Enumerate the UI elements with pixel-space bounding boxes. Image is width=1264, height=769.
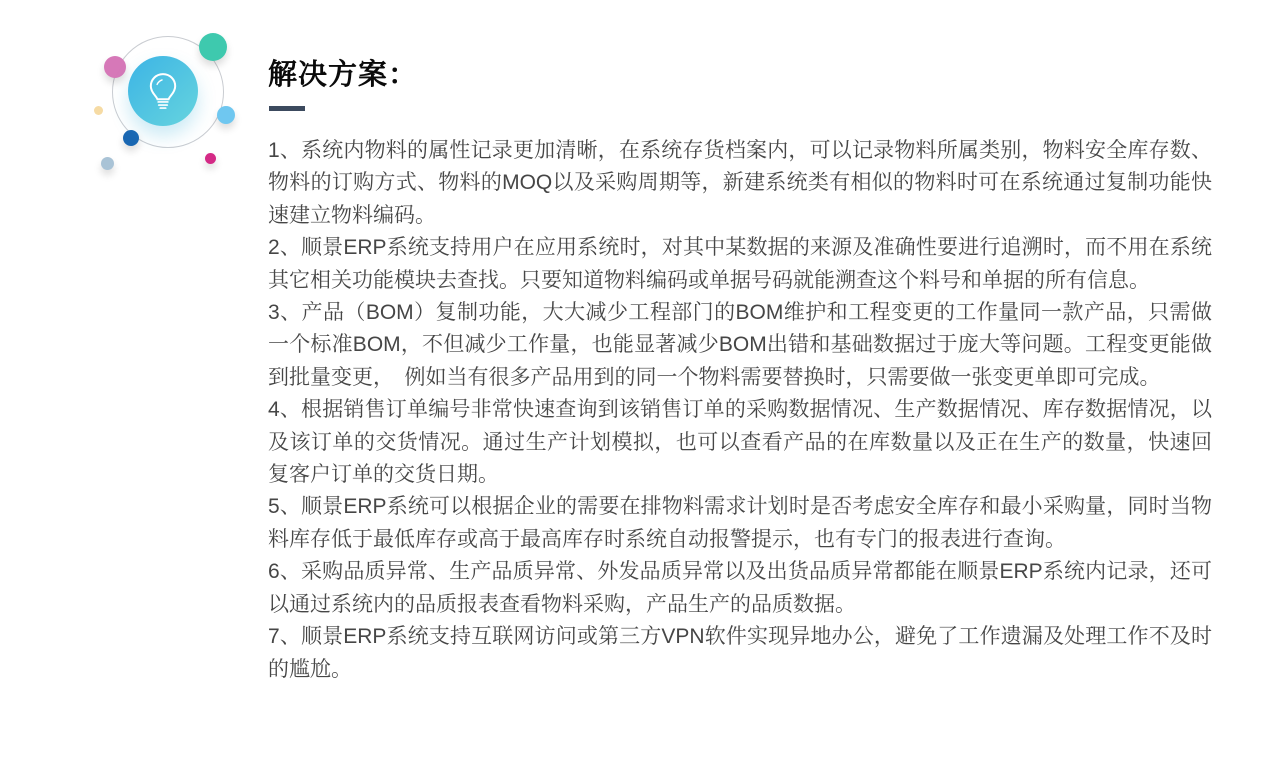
solution-item-6: 6、采购品质异常、生产品质异常、外发品质异常以及出货品质异常都能在顺景ERP系统内记录，还可以通过系统内的品质报表查看物料采购，产品生产的品质数据。 <box>268 560 1212 616</box>
solution-icon-group <box>0 0 260 200</box>
solution-list <box>268 135 1212 686</box>
lightbulb-icon <box>128 56 198 126</box>
solution-item-1: 1、系统内物料的属性记录更加清晰，在系统存货档案内，可以记录物料所属类别，物料安全库存数、物料的订购方式、物料的MOQ以及采购周期等，新建系统类有相似的物料时可在系统通过复制功能快速建立物料编码。 <box>268 139 1212 227</box>
decorative-dot-gray-blue <box>101 157 114 170</box>
solution-item-2: 2、顺景ERP系统支持用户在应用系统时，对其中某数据的来源及准确性要进行追溯时，而不用在系统其它相关功能模块去查找。只要知道物料编码或单据号码就能溯查这个料号和单据的所有信息。 <box>268 236 1212 292</box>
page-title: 解决方案： <box>268 59 419 91</box>
solution-item-4: 4、根据销售订单编号非常快速查询到该销售订单的采购数据情况、生产数据情况、库存数据情况，以及该订单的交货情况。通过生产计划模拟，也可以查看产品的在库数量以及正在生产的数量，快速回复客户订单的交货日期。 <box>268 398 1212 487</box>
decorative-dot-pink <box>104 56 126 78</box>
title-underline <box>269 106 305 111</box>
decorative-dot-dark-blue <box>123 130 139 146</box>
decorative-dot-light-blue <box>217 106 235 124</box>
solution-item-7: 7、顺景ERP系统支持互联网访问或第三方VPN软件实现异地办公，避免了工作遗漏及处理工作不及时的尴尬。 <box>268 625 1212 681</box>
solution-item-3: 3、产品（BOM）复制功能，大大减少工程部门的BOM维护和工程变更的工作量同一款产品，只需做一个标准BOM，不但减少工作量，也能显著减少BOM出错和基础数据过于庞大等问题。工程变更能做到批量变更， 例如当有很多产品用到的同一个物料需要替换时，只需要做一张变更单即可完成。 <box>268 301 1212 389</box>
decorative-dot-cream <box>94 106 103 115</box>
decorative-dot-teal <box>199 33 227 61</box>
decorative-dot-magenta <box>205 153 216 164</box>
solution-item-5: 5、顺景ERP系统可以根据企业的需要在排物料需求计划时是否考虑安全库存和最小采购量，同时当物料库存低于最低库存或高于最高库存时系统自动报警提示，也有专门的报表进行查询。 <box>268 495 1212 551</box>
